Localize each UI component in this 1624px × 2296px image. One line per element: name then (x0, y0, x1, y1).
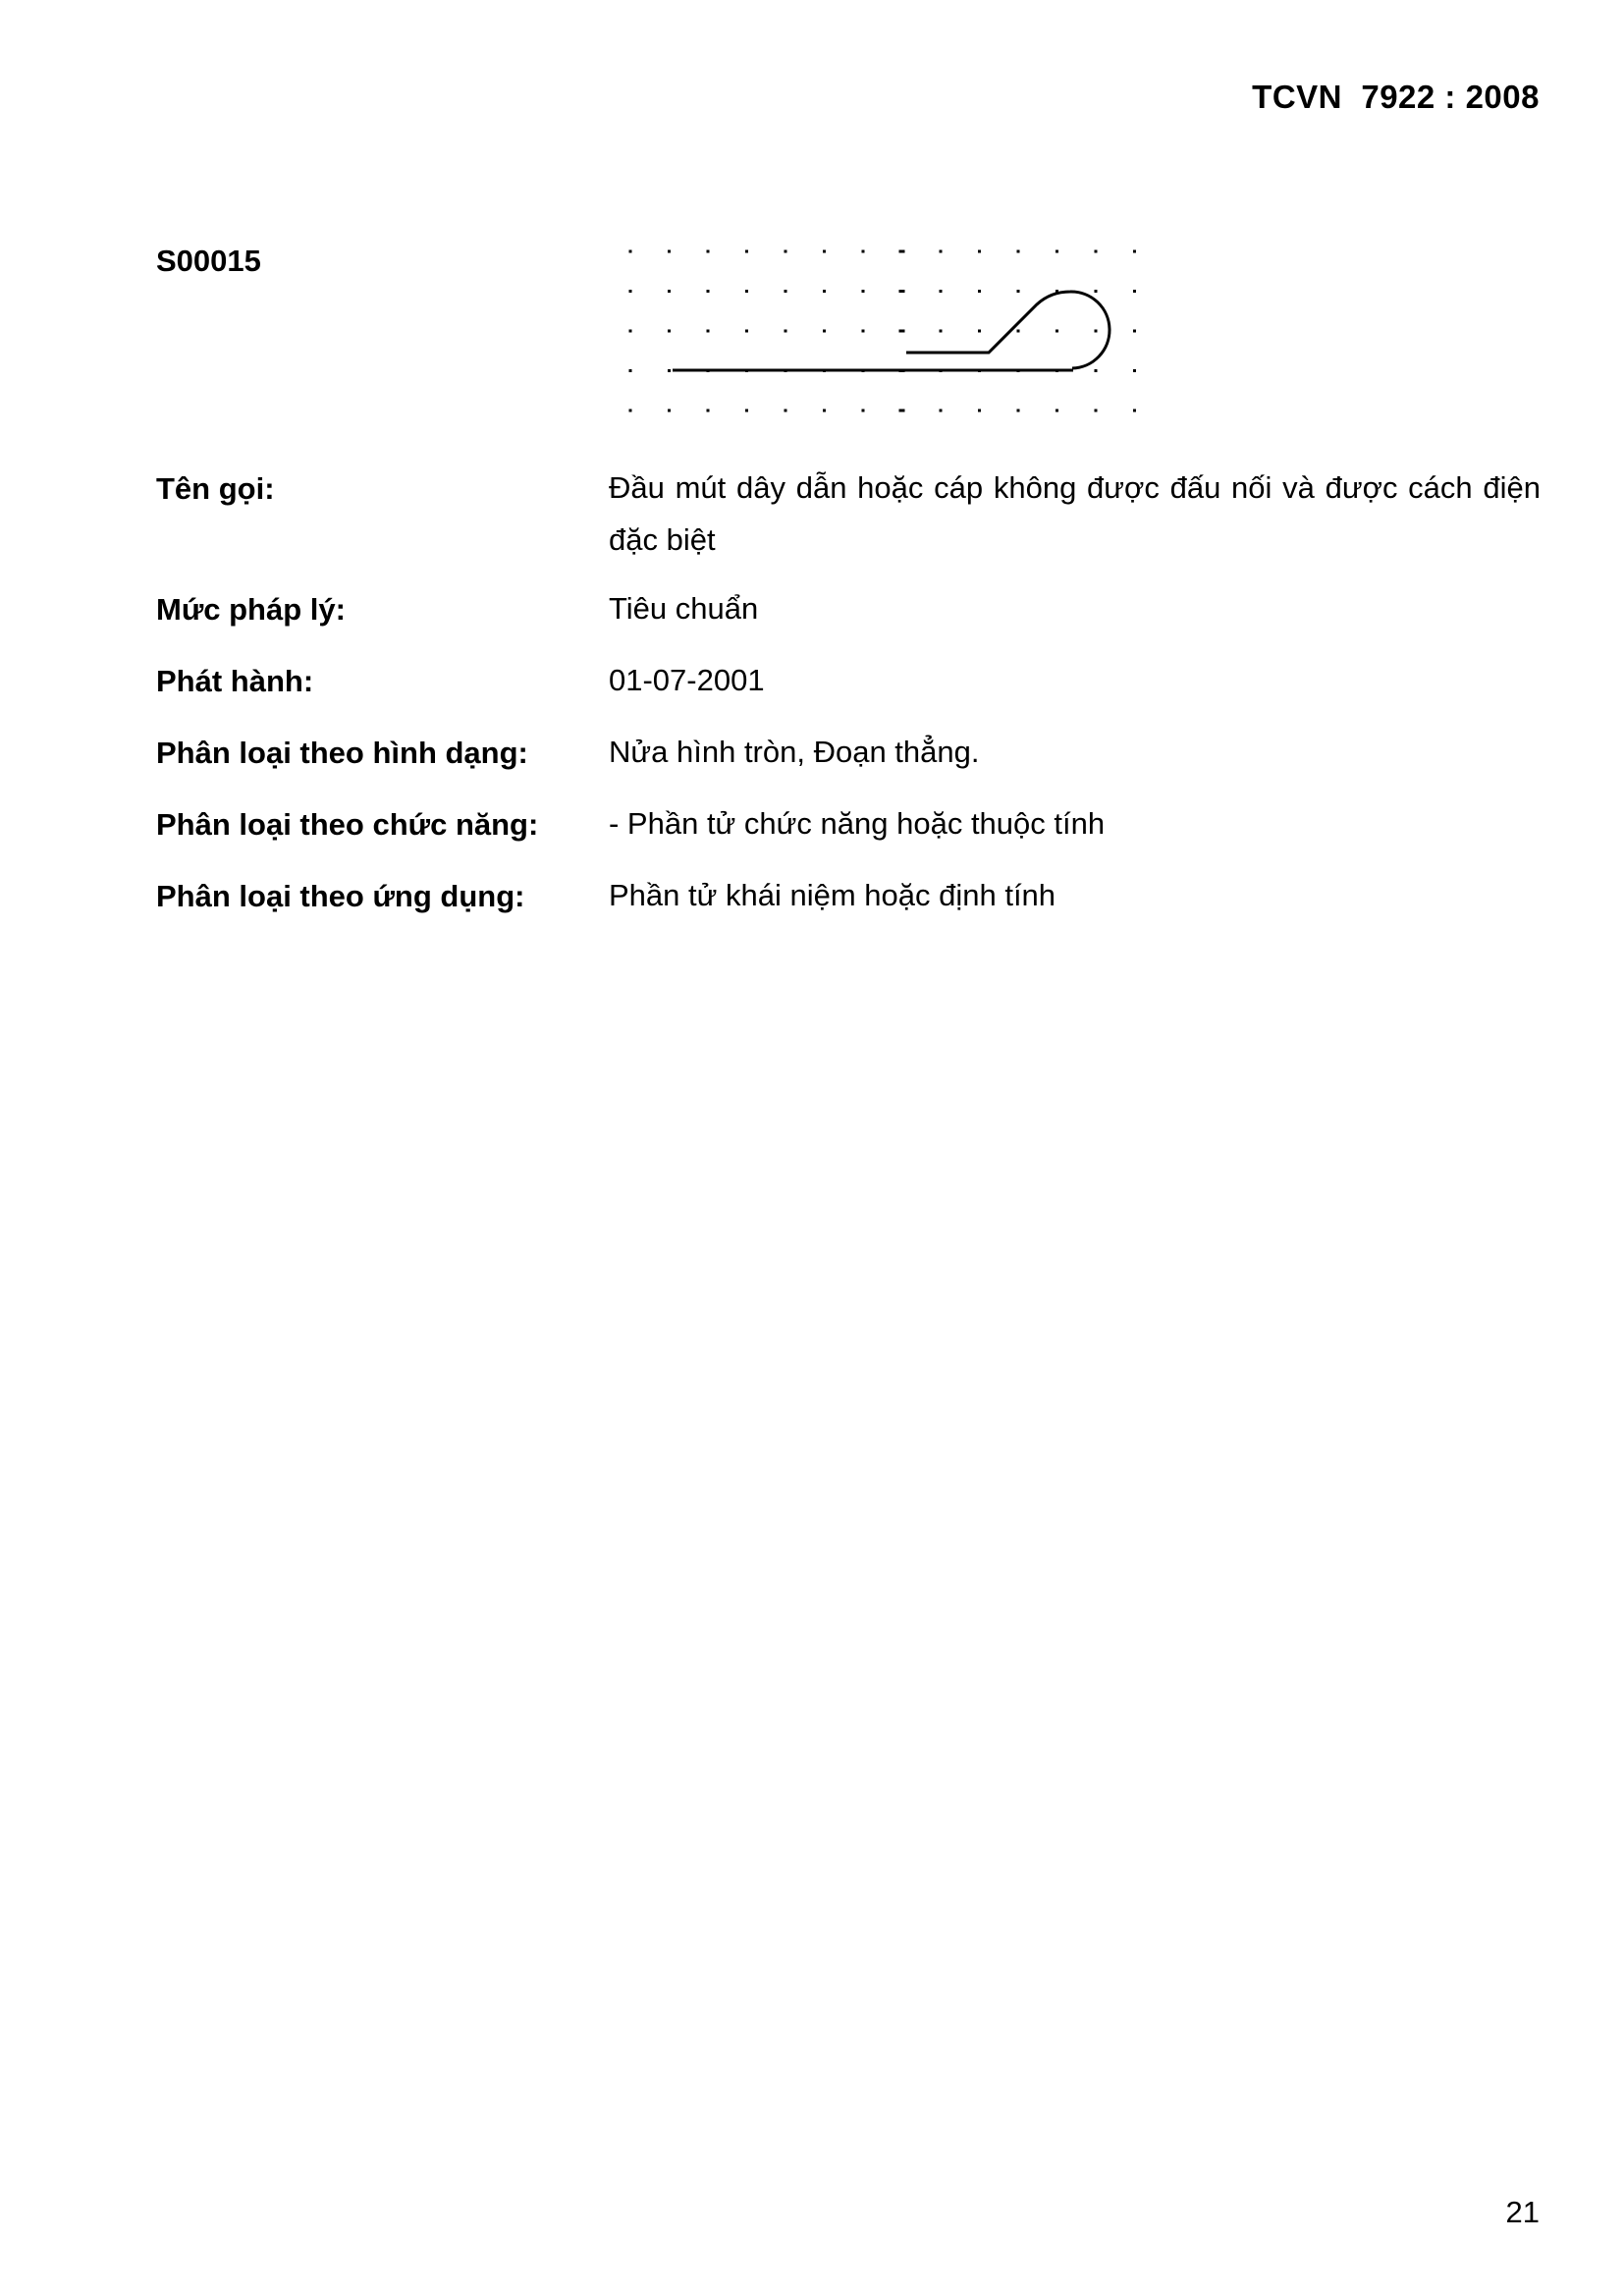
grid-dot (1133, 250, 1136, 253)
field-value: Đầu mút dây dẫn hoặc cáp không được đấu nối và được cách điện đặc biệt (609, 470, 1541, 557)
grid-dot (940, 250, 943, 253)
grid-dot (899, 250, 905, 253)
grid-dot (785, 330, 787, 333)
grid-dot (629, 330, 632, 333)
grid-dot (1056, 410, 1058, 412)
grid-dot (1133, 290, 1136, 293)
grid-dot (1056, 250, 1058, 253)
field-value: Nửa hình tròn, Đoạn thẳng. (609, 735, 980, 769)
grid-dot (940, 290, 943, 293)
field-label: Phân loại theo chức năng: (156, 807, 539, 842)
grid-dot (668, 250, 671, 253)
grid-dot (1095, 290, 1098, 293)
grid-dot (707, 250, 710, 253)
grid-dot (785, 290, 787, 293)
grid-dot (862, 250, 865, 253)
grid-dot (823, 330, 826, 333)
grid-dot (862, 410, 865, 412)
grid-dot (1017, 250, 1020, 253)
grid-dot (629, 250, 632, 253)
grid-dot (629, 290, 632, 293)
grid-dot (629, 410, 632, 412)
field-label: Phân loại theo ứng dụng: (156, 879, 525, 913)
grid-dot (862, 290, 865, 293)
grid-dot (1095, 369, 1098, 372)
grid-dot (668, 330, 671, 333)
field-value: 01-07-2001 (609, 663, 765, 697)
symbol-drawing (673, 292, 1110, 370)
field-value: Tiêu chuẩn (609, 591, 759, 626)
grid-dot (668, 410, 671, 412)
grid-dot (745, 410, 748, 412)
grid-dot (668, 290, 671, 293)
grid-dot (707, 330, 710, 333)
grid-dot (899, 410, 905, 412)
grid-dot (1017, 330, 1020, 333)
grid-dot (899, 330, 905, 333)
grid-dot (1133, 330, 1136, 333)
grid-dot (823, 410, 826, 412)
grid-dot (1095, 330, 1098, 333)
grid-dot (1095, 410, 1098, 412)
grid-dot (978, 290, 981, 293)
grid-dot (707, 410, 710, 412)
field-label: Phát hành: (156, 664, 314, 698)
grid-dot (940, 410, 943, 412)
dot-grid (629, 250, 1137, 412)
grid-dot (707, 290, 710, 293)
grid-dot (745, 250, 748, 253)
grid-dot (785, 410, 787, 412)
grid-dot (785, 250, 787, 253)
page-number: 21 (1505, 2195, 1540, 2229)
grid-dot (629, 369, 632, 372)
field-label: Phân loại theo hình dạng: (156, 736, 528, 770)
field-value: - Phần tử chức năng hoặc thuộc tính (609, 806, 1106, 841)
grid-dot (940, 330, 943, 333)
standard-code: TCVN 7922 : 2008 (1252, 79, 1540, 115)
insulated-end-curve (906, 292, 1110, 368)
grid-dot (978, 330, 981, 333)
grid-dot (668, 369, 671, 372)
grid-dot (899, 290, 905, 293)
symbol-id: S00015 (156, 244, 261, 278)
grid-dot (862, 330, 865, 333)
grid-dot (1133, 369, 1136, 372)
field-value: Phần tử khái niệm hoặc định tính (609, 878, 1056, 912)
grid-dot (1095, 250, 1098, 253)
field-label: Mức pháp lý: (156, 592, 346, 627)
grid-dot (1017, 410, 1020, 412)
grid-dot (823, 250, 826, 253)
grid-dot (978, 250, 981, 253)
grid-dot (745, 290, 748, 293)
grid-dot (823, 290, 826, 293)
grid-dot (1017, 290, 1020, 293)
grid-dot (1056, 330, 1058, 333)
symbol-figure (619, 236, 1159, 422)
grid-dot (978, 410, 981, 412)
grid-dot (1133, 410, 1136, 412)
field-label: Tên gọi: (156, 471, 275, 506)
grid-dot (745, 330, 748, 333)
